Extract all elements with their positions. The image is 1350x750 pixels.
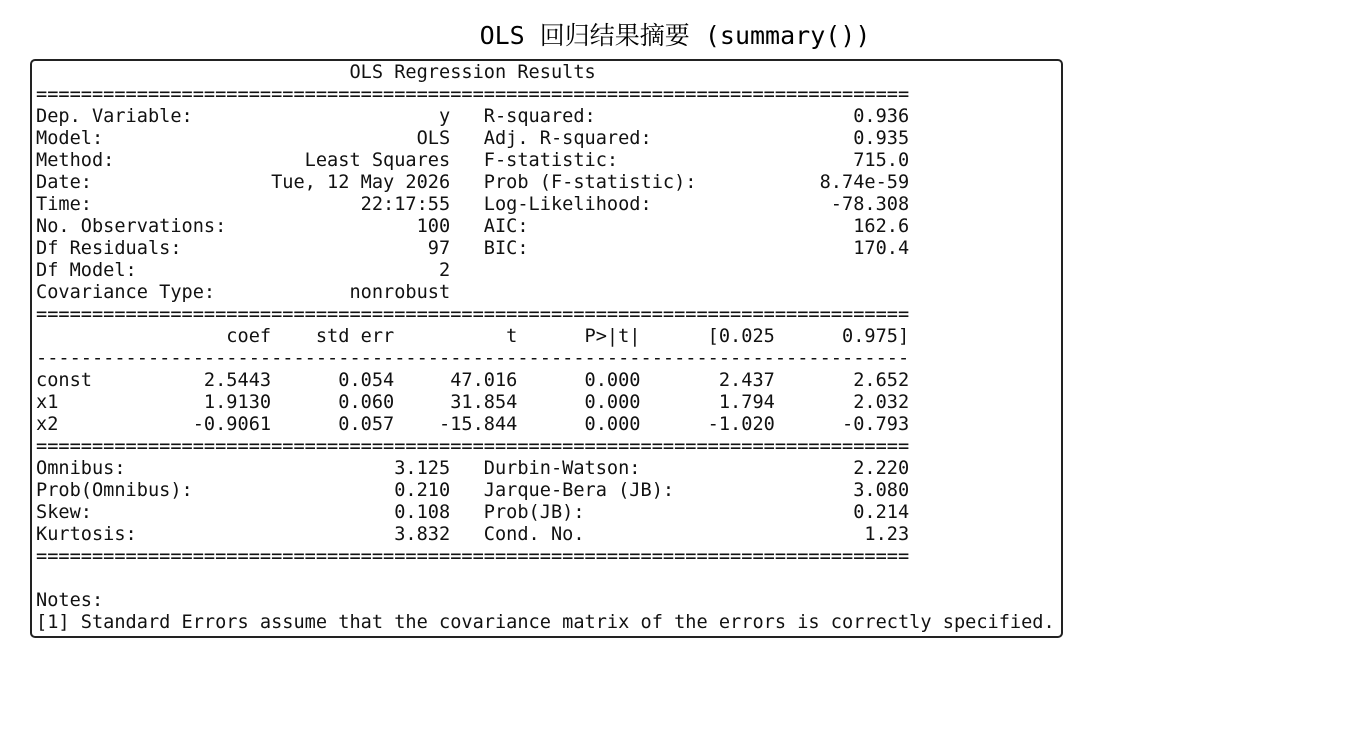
model-info-row: Time: 22:17:55 Log-Likelihood: -78.308 — [36, 194, 910, 215]
diagnostics-row: Kurtosis: 3.832 Cond. No. 1.23 — [36, 524, 910, 545]
model-info-row: No. Observations: 100 AIC: 162.6 — [36, 216, 910, 237]
separator-line: ============================================================================== — [36, 84, 910, 105]
model-info-row: Date: Tue, 12 May 2026 Prob (F-statistic): 8.74e-59 — [36, 172, 910, 193]
model-info-row: Model: OLS Adj. R-squared: 0.935 — [36, 128, 910, 149]
notes-heading: Notes: — [36, 590, 104, 611]
summary-header-line: OLS Regression Results — [36, 62, 910, 83]
separator-line: ============================================================================== — [36, 436, 910, 457]
separator-line: ============================================================================== — [36, 304, 910, 325]
blank-line — [36, 568, 1055, 590]
dash-separator-line: ------------------------------------------------------------------------------ — [36, 348, 910, 369]
model-info-row: Dep. Variable: y R-squared: 0.936 — [36, 106, 910, 127]
separator-line: ============================================================================== — [36, 546, 910, 567]
model-info-row: Method: Least Squares F-statistic: 715.0 — [36, 150, 910, 171]
coef-table-header: coef std err t P>|t| [0.025 0.975] — [36, 326, 910, 347]
diagnostics-row: Omnibus: 3.125 Durbin-Watson: 2.220 — [36, 458, 910, 479]
diagnostics-row: Prob(Omnibus): 0.210 Jarque-Bera (JB): 3.080 — [36, 480, 910, 501]
page-title: OLS 回归结果摘要 (summary()) — [479, 21, 871, 50]
coef-row-const: const 2.5443 0.054 47.016 0.000 2.437 2.652 — [36, 370, 910, 391]
model-info-row: Df Residuals: 97 BIC: 170.4 — [36, 238, 910, 259]
regression-summary-text — [36, 62, 1055, 634]
model-info-row: Df Model: 2 — [36, 260, 910, 281]
diagnostics-row: Skew: 0.108 Prob(JB): 0.214 — [36, 502, 910, 523]
coef-row-x2: x2 -0.9061 0.057 -15.844 0.000 -1.020 -0.793 — [36, 414, 910, 435]
model-info-row: Covariance Type: nonrobust — [36, 282, 910, 303]
coef-row-x1: x1 1.9130 0.060 31.854 0.000 1.794 2.032 — [36, 392, 910, 413]
notes-line: [1] Standard Errors assume that the covariance matrix of the errors is correctly specified. — [36, 612, 1055, 633]
